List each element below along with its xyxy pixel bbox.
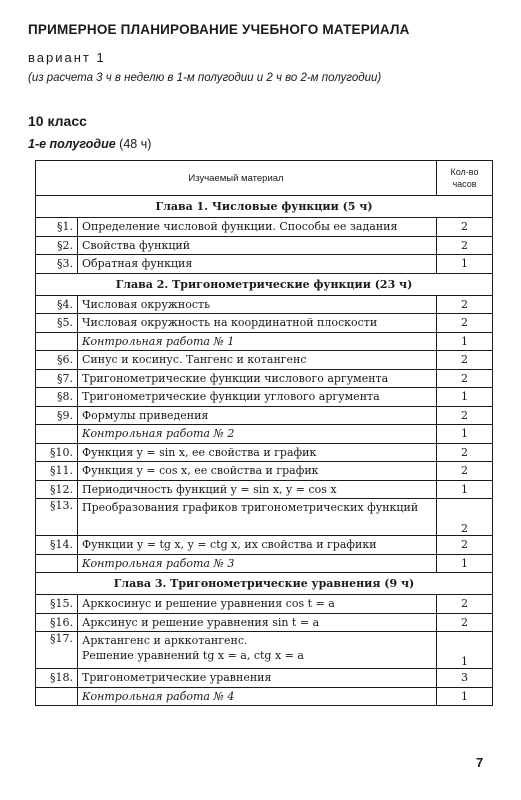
row-hours: 1 [437, 388, 493, 407]
hours-note: (из расчета 3 ч в неделю в 1-м полугодии и 2 ч во 2-м полугодии) [28, 72, 382, 84]
page-heading: ПРИМЕРНОЕ ПЛАНИРОВАНИЕ УЧЕБНОГО МАТЕРИАЛА [28, 22, 410, 37]
row-number: §13. [36, 499, 78, 536]
row-hours: 2 [437, 536, 493, 555]
table-row [36, 295, 493, 314]
row-hours: 2 [437, 613, 493, 632]
row-topic: Обратная функция [78, 255, 437, 274]
row-hours: 2 [437, 595, 493, 614]
row-topic [78, 632, 437, 669]
table-header-row [36, 161, 493, 196]
row-number: §5. [36, 314, 78, 333]
row-hours: 1 [437, 480, 493, 499]
row-number [36, 554, 78, 573]
variant-label: вариант 1 [28, 50, 106, 65]
row-hours: 2 [437, 406, 493, 425]
table-row [36, 443, 493, 462]
row-topic: Тригонометрические функции числового аргумента [78, 369, 437, 388]
table-row [36, 406, 493, 425]
semester-name: 1-е полугодие [28, 137, 116, 151]
test-title: Контрольная работа № 2 [78, 425, 437, 444]
test-row [36, 425, 493, 444]
row-number: §1. [36, 218, 78, 237]
row-topic: Определение числовой функции. Способы ее задания [78, 218, 437, 237]
row-topic: Тригонометрические уравнения [78, 669, 437, 688]
row-number: §6. [36, 351, 78, 370]
row-topic-line: Арктангенс и арккотангенс. [82, 634, 248, 647]
table-row [36, 255, 493, 274]
row-number: §2. [36, 236, 78, 255]
row-number: §12. [36, 480, 78, 499]
row-hours: 2 [437, 314, 493, 333]
row-number: §8. [36, 388, 78, 407]
table-row [36, 613, 493, 632]
chapter-row [36, 273, 493, 295]
table-row [36, 462, 493, 481]
table-row [36, 480, 493, 499]
row-topic: Формулы приведения [78, 406, 437, 425]
row-number: §9. [36, 406, 78, 425]
row-hours: 2 [437, 218, 493, 237]
table-row [36, 314, 493, 333]
table-row [36, 536, 493, 555]
row-hours: 1 [437, 632, 493, 669]
row-number: §18. [36, 669, 78, 688]
row-number [36, 687, 78, 706]
test-title: Контрольная работа № 1 [78, 332, 437, 351]
table-row [36, 218, 493, 237]
page-number: 7 [476, 755, 484, 770]
row-hours: 2 [437, 462, 493, 481]
table-row [36, 595, 493, 614]
row-topic: Функции y = tg x, y = ctg x, их свойства и графики [78, 536, 437, 555]
row-hours: 2 [437, 443, 493, 462]
row-topic: Свойства функций [78, 236, 437, 255]
test-title: Контрольная работа № 4 [78, 687, 437, 706]
row-topic: Арксинус и решение уравнения sin t = a [78, 613, 437, 632]
row-topic: Синус и косинус. Тангенс и котангенс [78, 351, 437, 370]
row-number [36, 425, 78, 444]
row-hours: 2 [437, 351, 493, 370]
table-row [36, 499, 493, 536]
row-number: §11. [36, 462, 78, 481]
row-hours: 3 [437, 669, 493, 688]
row-number: §4. [36, 295, 78, 314]
row-hours: 2 [437, 236, 493, 255]
test-row [36, 687, 493, 706]
row-hours: 1 [437, 554, 493, 573]
test-row [36, 554, 493, 573]
row-hours: 2 [437, 295, 493, 314]
row-number [36, 332, 78, 351]
row-number: §7. [36, 369, 78, 388]
row-number: §15. [36, 595, 78, 614]
table-row [36, 369, 493, 388]
row-topic: Функция y = sin x, ее свойства и график [78, 443, 437, 462]
row-hours: 1 [437, 687, 493, 706]
row-hours: 1 [437, 332, 493, 351]
row-number: §3. [36, 255, 78, 274]
table-row [36, 351, 493, 370]
chapter-title: Глава 2. Тригонометрические функции (23 ч) [36, 273, 493, 295]
row-topic: Функция y = cos x, ее свойства и график [78, 462, 437, 481]
row-number: §16. [36, 613, 78, 632]
row-hours: 2 [437, 499, 493, 536]
row-topic: Арккосинус и решение уравнения cos t = a [78, 595, 437, 614]
chapter-row [36, 196, 493, 218]
test-title: Контрольная работа № 3 [78, 554, 437, 573]
test-row [36, 332, 493, 351]
table-row [36, 632, 493, 669]
row-number: §17. [36, 632, 78, 669]
chapter-title: Глава 1. Числовые функции (5 ч) [36, 196, 493, 218]
grade-label: 10 класс [28, 113, 87, 129]
row-topic: Преобразования графиков тригонометрических функций [78, 499, 437, 536]
chapter-row [36, 573, 493, 595]
row-hours: 2 [437, 369, 493, 388]
row-hours: 1 [437, 255, 493, 274]
semester-hours: (48 ч) [119, 137, 152, 151]
table-row [36, 669, 493, 688]
row-topic: Периодичность функций y = sin x, y = cos x [78, 480, 437, 499]
semester-label [28, 137, 151, 151]
plan-table [35, 160, 493, 706]
row-number: §10. [36, 443, 78, 462]
row-topic-line: Решение уравнений tg x = a, ctg x = a [82, 649, 304, 662]
header-material: Изучаемый материал [36, 161, 437, 196]
row-topic: Числовая окружность на координатной плоскости [78, 314, 437, 333]
table-body [36, 196, 493, 706]
row-topic: Тригонометрические функции углового аргумента [78, 388, 437, 407]
row-topic: Числовая окружность [78, 295, 437, 314]
header-hours: Кол-во часов [437, 161, 493, 196]
row-number: §14. [36, 536, 78, 555]
table-row [36, 236, 493, 255]
chapter-title: Глава 3. Тригонометрические уравнения (9 ч) [36, 573, 493, 595]
row-hours: 1 [437, 425, 493, 444]
table-row [36, 388, 493, 407]
